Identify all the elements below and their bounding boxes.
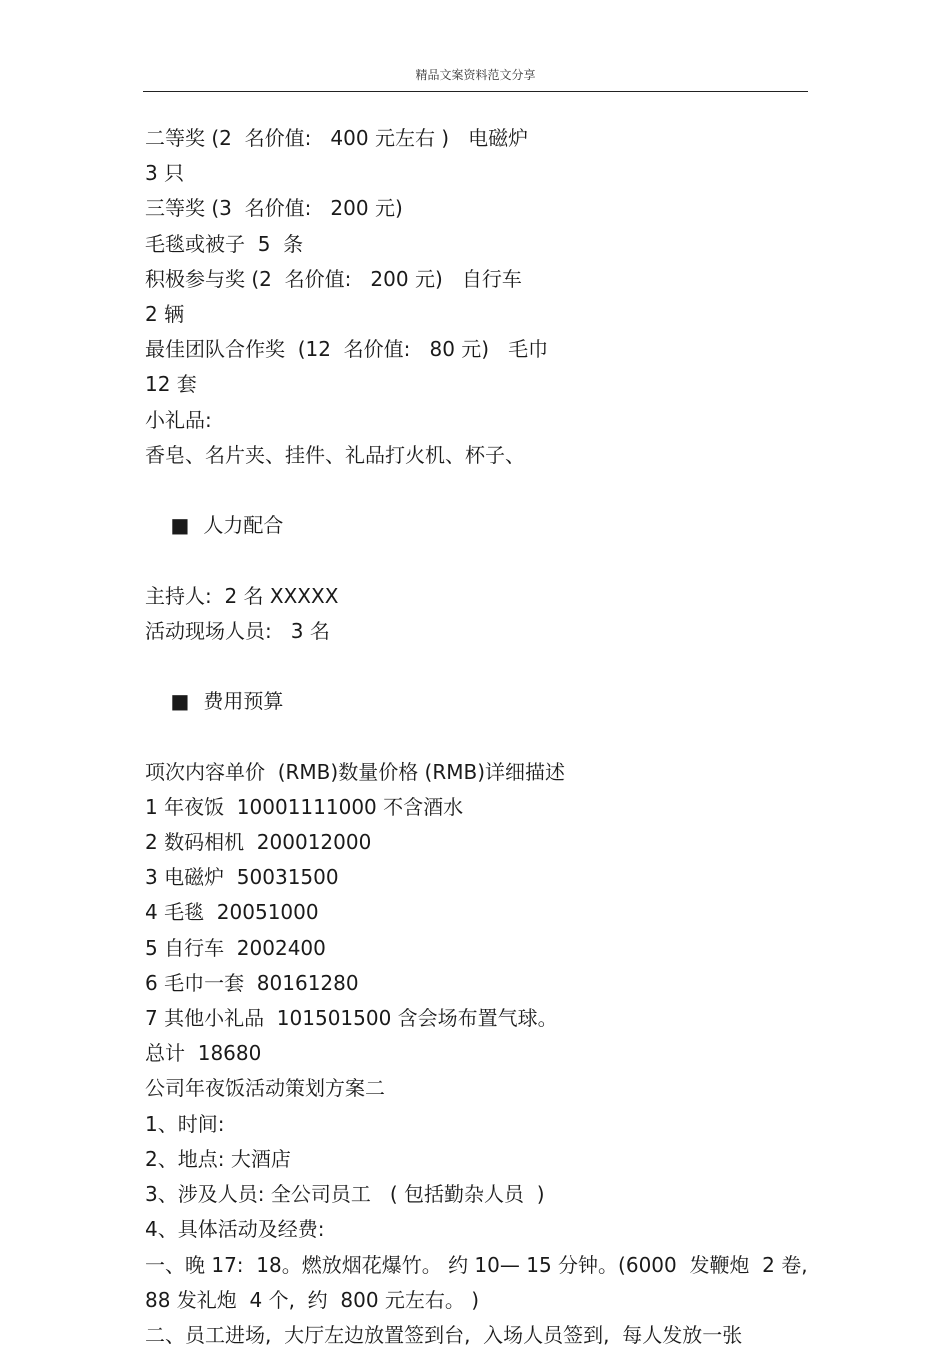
text-line: 4、具体活动及经费: xyxy=(145,1217,325,1242)
text-line: 12 套 xyxy=(145,372,197,397)
text-line: 公司年夜饭活动策划方案二 xyxy=(145,1076,385,1101)
text-line: 三等奖 (3 名价值: 200 元) xyxy=(145,196,403,221)
text-line: 小礼品: xyxy=(145,407,212,432)
text-line: 3 电磁炉 50031500 xyxy=(145,865,339,890)
square-bullet-icon xyxy=(170,513,203,537)
text-line: 3、涉及人员: 全公司员工 ( 包括勤杂人员 ) xyxy=(145,1182,545,1207)
text-line: 2 数码相机 200012000 xyxy=(145,830,372,855)
text-line: 2、地点: 大酒店 xyxy=(145,1146,291,1171)
text-line: 二、员工进场, 大厅左边放置签到台, 入场人员签到, 每人发放一张 xyxy=(145,1322,743,1347)
section-heading xyxy=(145,649,810,755)
text-line: 项次内容单价 (RMB)数量价格 (RMB)详细描述 xyxy=(145,759,566,784)
text-line: 总计 18680 xyxy=(145,1041,262,1066)
text-line: 主持人: 2 名 XXXXX xyxy=(145,583,339,608)
text-line: 毛毯或被子 5 条 xyxy=(145,231,304,256)
page-header: 精品文案资料范文分享 xyxy=(415,68,536,82)
section-heading xyxy=(145,473,810,579)
text-line: 6 毛巾一套 80161280 xyxy=(145,970,359,995)
text-line: 4 毛毯 20051000 xyxy=(145,900,319,925)
text-line: 二等奖 (2 名价值: 400 元左右 ) 电磁炉 xyxy=(145,126,529,150)
text-line: 最佳团队合作奖 (12 名价值: 80 元) 毛巾 xyxy=(145,337,549,362)
text-line: 7 其他小礼品 101501500 含会场布置气球。 xyxy=(145,1006,558,1031)
text-line: 2 辆 xyxy=(145,302,185,327)
text-line: 1、时间: xyxy=(145,1111,225,1136)
text-line: 3 只 xyxy=(145,161,185,186)
section-heading-text: 人力配合 xyxy=(203,513,284,538)
text-line: 一、晚 17: 18。燃放烟花爆竹。 约 10— 15 分钟。(6000 发鞭炮 2 卷, xyxy=(145,1252,808,1277)
section-heading-text: 费用预算 xyxy=(203,689,284,714)
header-rule xyxy=(143,91,808,92)
text-line: 5 自行车 2002400 xyxy=(145,935,326,960)
text-line: 香皂、名片夹、挂件、礼品打火机、杯子、 xyxy=(145,442,525,467)
text-line: 积极参与奖 (2 名价值: 200 元) 自行车 xyxy=(145,266,522,291)
text-line: 88 发礼炮 4 个, 约 800 元左右。 ) xyxy=(145,1287,480,1312)
document-body xyxy=(145,121,810,1353)
text-line: 1 年夜饭 10001111000 不含酒水 xyxy=(145,794,464,819)
text-line: 活动现场人员: 3 名 xyxy=(145,618,330,643)
square-bullet-icon xyxy=(170,689,203,713)
